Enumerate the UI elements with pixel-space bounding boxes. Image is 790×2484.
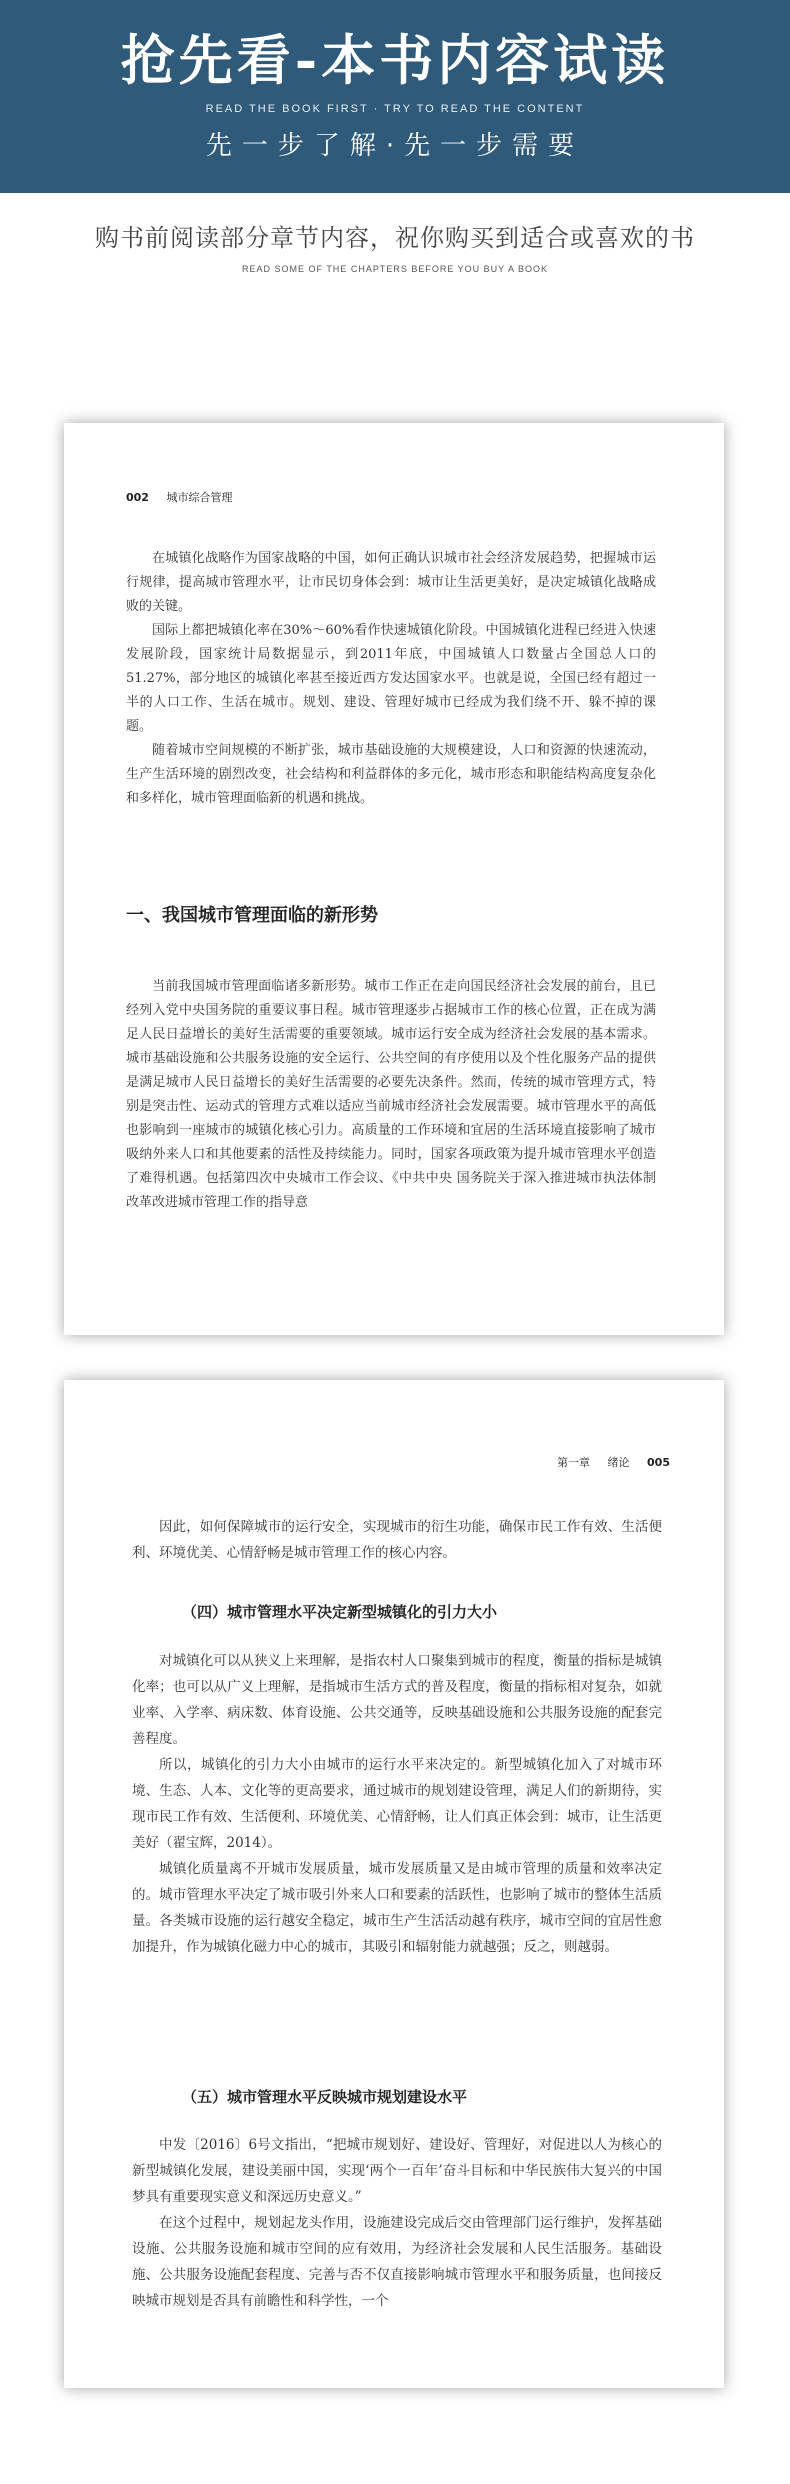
- page-number: 005: [647, 1456, 670, 1469]
- header-banner: [0, 0, 790, 193]
- paragraph: 城镇化质量离不开城市发展质量，城市发展质量又是由城市管理的质量和效率决定的。城市管理水平决定了城市吸引外来人口和要素的活跃性，也影响了城市的整体生活质量。各类城市设施的运行越安全稳定，城市生产生活活动越有秩序，城市空间的宜居性愈加提升，作为城镇化磁力中心的城市，其吸引和辐射能力就越强；反之，则越弱。: [132, 1861, 662, 1955]
- body-text-block: [132, 1514, 662, 1566]
- banner-slogan: 先一步了解·先一步需要: [205, 131, 585, 161]
- book-page-preview-1: [64, 423, 724, 1335]
- body-text-block: [126, 975, 656, 1215]
- chapter-number: 第一章: [557, 1456, 591, 1469]
- paragraph: 当前我国城市管理面临诸多新形势。城市工作正在走向国民经济社会发展的前台，且已经列入党中央国务院的重要议事日程。城市管理逐步占据城市工作的核心位置，正在成为满足人民日益增长的美好生活需要的重要领域。城市运行安全成为经济社会发展的基本需求。城市基础设施和公共服务设施的安全运行、公共空间的有序使用以及个性化服务产品的提供是满足城市人民日益增长的美好生活需要的必要先决条件。然而，传统的城市管理方式，特别是突击性、运动式的管理方式难以适应当前城市经济社会发展需要。城市管理水平的高低也影响到一座城市的城镇化核心引力。高质量的工作环境和宜居的生活环境直接影响了城市吸纳外来人口和其他要素的活性及持续能力。同时，国家各项政策为提升城市管理水平创造了难得机遇。包括第四次中央城市工作会议、《中共中央 国务院关于深入推进城市执法体制改革改进城市管理工作的指导意: [126, 979, 656, 1210]
- paragraph: 因此，如何保障城市的运行安全，实现城市的衍生功能，确保市民工作有效、生活便利、环境优美、心情舒畅是城市管理工作的核心内容。: [132, 1519, 662, 1561]
- paragraph: 在这个过程中，规划起龙头作用，设施建设完成后交由管理部门运行维护，发挥基础设施、公共服务设施和城市空间的应有效用，为经济社会发展和人民生活服务。基础设施、公共服务设施配套程度、完善与否不仅直接影响城市管理水平和服务质量，也间接反映城市规划是否具有前瞻性和科学性，一个: [132, 2215, 662, 2309]
- paragraph: 在城镇化战略作为国家战略的中国，如何正确认识城市社会经济发展趋势，把握城市运行规律，提高城市管理水平，让市民切身体会到：城市让生活更美好，是决定城镇化战略成败的关键。: [126, 551, 656, 614]
- subsection-heading: （五）城市管理水平反映城市规划建设水平: [182, 2088, 468, 2106]
- paragraph: 国际上都把城镇化率在30%～60%看作快速城镇化阶段。中国城镇化进程已经进入快速发展阶段，国家统计局数据显示，到2011年底，中国城镇人口数量占全国总人口的51.27%，部分地区的城镇化率甚至接近西方发达国家水平。也就是说，全国已经有超过一半的人口工作、生活在城市。规划、建设、管理好城市已经成为我们绕不开、躲不掉的课题。: [126, 623, 656, 734]
- section-heading: 一、我国城市管理面临的新形势: [126, 905, 378, 926]
- body-text-block: [132, 2132, 662, 2314]
- body-text-block: [132, 1648, 662, 1960]
- running-title: 城市综合管理: [166, 491, 233, 504]
- paragraph: 中发〔2016〕6号文指出，“把城市规划好、建设好、管理好，对促进以人为核心的新型城镇化发展，建设美丽中国，实现‘两个一百年’奋斗目标和中华民族伟大复兴的中国梦具有重要现实意义和深远历史意义。”: [132, 2137, 662, 2205]
- banner-subtitle-en: READ THE BOOK FIRST · TRY TO READ THE CONTENT: [205, 103, 585, 115]
- running-head: [126, 489, 232, 505]
- body-text-block: [126, 547, 656, 811]
- running-head: [557, 1454, 670, 1470]
- page-number: 002: [126, 491, 149, 504]
- book-page-preview-2: [64, 1380, 724, 2388]
- paragraph: 对城镇化可以从狭义上来理解，是指农村人口聚集到城市的程度，衡量的指标是城镇化率；也可以从广义上理解，是指城市生活方式的普及程度，衡量的指标相对复杂，如就业率、入学率、病床数、体育设施、公共交通等，反映基础设施和公共服务设施的配套完善程度。: [132, 1653, 662, 1747]
- paragraph: 所以，城镇化的引力大小由城市的运行水平来决定的。新型城镇化加入了对城市环境、生态、人本、文化等的更高要求，通过城市的规划建设管理，满足人们的新期待，实现市民工作有效、生活便利、环境优美、心情舒畅，让人们真正体会到：城市，让生活更美好（翟宝辉，2014）。: [132, 1757, 662, 1851]
- intro-text-en: READ SOME OF THE CHAPTERS BEFORE YOU BUY A BOOK: [241, 264, 549, 274]
- subsection-heading: （四）城市管理水平决定新型城镇化的引力大小: [182, 1603, 498, 1621]
- intro-text: 购书前阅读部分章节内容，祝你购买到适合或喜欢的书: [95, 224, 695, 252]
- paragraph: 随着城市空间规模的不断扩张，城市基础设施的大规模建设，人口和资源的快速流动，生产生活环境的剧烈改变，社会结构和利益群体的多元化，城市形态和职能结构高度复杂化和多样化，城市管理面临新的机遇和挑战。: [126, 743, 656, 806]
- chapter-title: 绪论: [607, 1456, 630, 1469]
- banner-title: 抢先看-本书内容试读: [120, 28, 670, 92]
